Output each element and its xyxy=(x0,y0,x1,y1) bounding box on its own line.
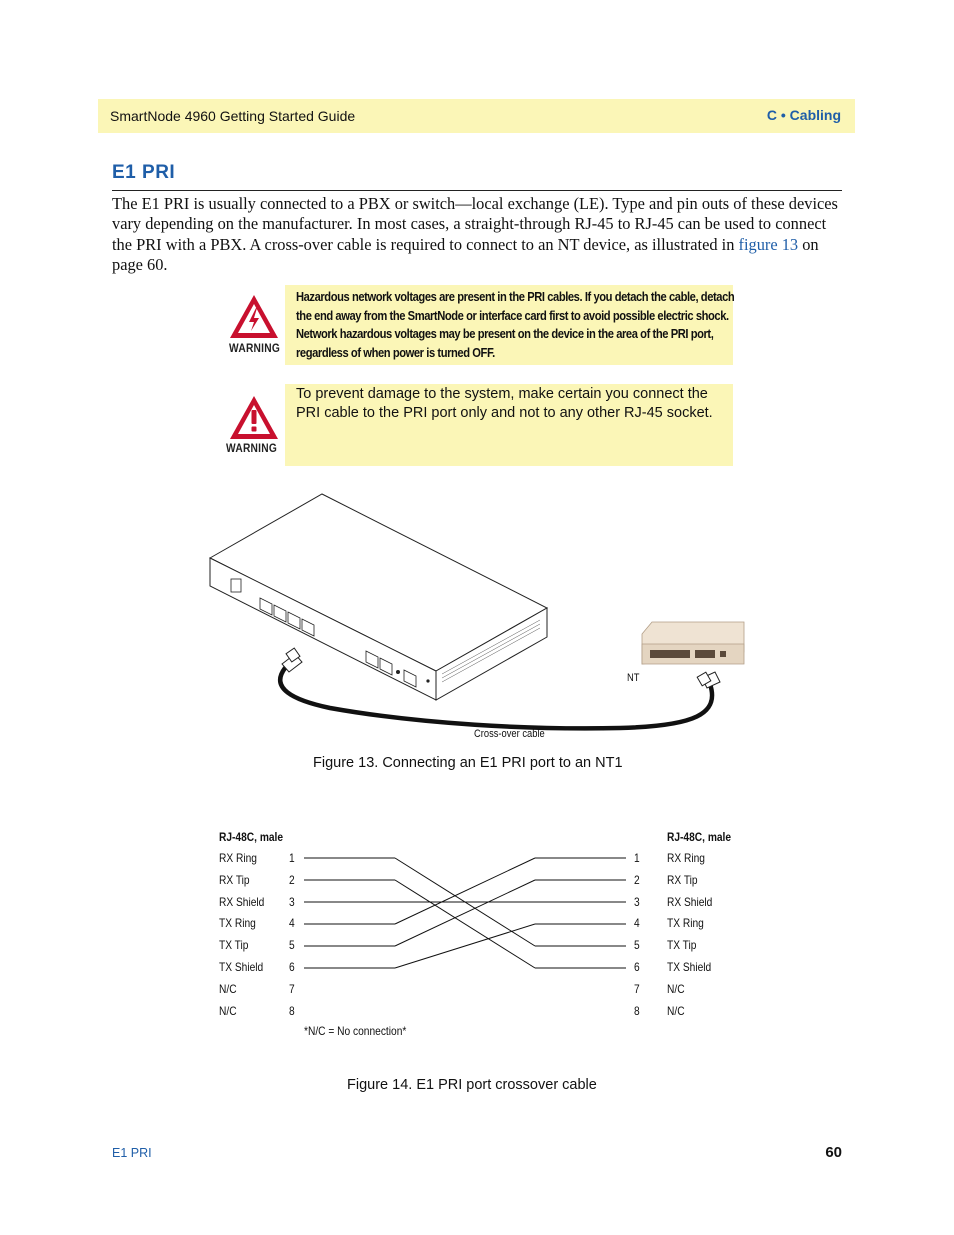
right-pin-number: 1 xyxy=(634,851,640,865)
para-text-1: The E1 PRI is usually connected to a PBX or switch—local exchange (LE). Type and pin outs of these devices vary depending on the manufacturer. In most cases, a straight-through RJ-45 to RJ-45 can be used to connect the PRI with a PBX. A cross-over cable is required to connect to an NT device, as illustrated in xyxy=(112,194,838,254)
warning-text-socket: To prevent damage to the system, make certain you connect the PRI cable to the PRI port only and not to any other RJ-45 socket. xyxy=(296,386,713,421)
right-pin-number: 7 xyxy=(634,981,640,996)
figure-14-caption: Figure 14. E1 PRI port crossover cable xyxy=(347,1077,597,1093)
nt-device xyxy=(642,622,744,664)
left-pin-name: TX Ring xyxy=(219,916,256,931)
right-pin-number: 5 xyxy=(634,938,640,953)
footer-section: E1 PRI xyxy=(112,1146,152,1160)
figure-13-caption: Figure 13. Connecting an E1 PRI port to an NT1 xyxy=(313,755,623,771)
running-header xyxy=(98,99,855,133)
left-pin-name: RX Tip xyxy=(219,872,250,887)
left-pin-name: N/C xyxy=(219,981,237,996)
page-number: 60 xyxy=(825,1144,842,1161)
right-pin-number: 4 xyxy=(634,916,640,931)
right-pin-name: N/C xyxy=(667,1003,685,1018)
right-pin-number: 2 xyxy=(634,872,640,887)
warning-label-1: WARNING xyxy=(229,341,281,355)
warning-box-voltage xyxy=(285,285,733,365)
left-pin-name: RX Ring xyxy=(219,851,257,865)
header-chapter: C • Cabling xyxy=(766,107,841,123)
title-rule xyxy=(112,190,842,191)
right-pin-name: TX Tip xyxy=(667,938,697,953)
exclamation-warning-icon xyxy=(225,393,283,443)
figure-13-illustration xyxy=(200,488,760,748)
intro-paragraph xyxy=(112,194,847,275)
left-pin-number: 8 xyxy=(289,1003,295,1018)
right-pin-number: 8 xyxy=(634,1003,640,1018)
left-pin-number: 2 xyxy=(289,872,295,887)
footnote-nc: *N/C = No connection* xyxy=(304,1024,407,1038)
left-connector-header: RJ-48C, male xyxy=(219,830,284,844)
warning-label-2: WARNING xyxy=(226,441,278,455)
right-pin-name: TX Shield xyxy=(667,960,712,974)
right-pin-name: RX Shield xyxy=(667,894,713,909)
right-connector-header: RJ-48C, male xyxy=(667,830,732,844)
header-guide-title: SmartNode 4960 Getting Started Guide xyxy=(110,108,356,124)
section-title: E1 PRI xyxy=(112,162,176,183)
left-pin-name: N/C xyxy=(219,1003,237,1018)
nt-label: NT xyxy=(627,672,640,684)
left-pin-name: TX Shield xyxy=(219,960,264,974)
crossover-cable xyxy=(280,668,712,728)
crossover-wiring-diagram xyxy=(300,850,630,980)
right-pin-number: 3 xyxy=(634,894,640,909)
figure-13-link[interactable]: figure 13 xyxy=(738,234,799,254)
warning-text-voltage: Hazardous network voltages are present in the PRI cables. If you detach the cable, detach the end away from the SmartNode or interface card first to avoid possible electric shock. Network hazardous voltages may be present on the device in the area of the PRI port, regardless of when power is turned OFF. xyxy=(296,289,735,361)
left-pin-number: 6 xyxy=(289,960,295,974)
right-pin-name: RX Tip xyxy=(667,872,698,887)
right-pin-number: 6 xyxy=(634,960,640,974)
left-pin-number: 5 xyxy=(289,938,295,953)
lightning-warning-icon xyxy=(225,292,283,342)
para-text-2: on page 60. xyxy=(112,234,819,274)
rj45-plug-right xyxy=(697,672,720,688)
left-pin-number: 7 xyxy=(289,981,295,996)
left-pin-number: 3 xyxy=(289,894,295,909)
left-pin-number: 1 xyxy=(289,851,295,865)
left-pin-name: RX Shield xyxy=(219,894,265,909)
right-pin-name: TX Ring xyxy=(667,916,704,931)
right-pin-name: N/C xyxy=(667,981,685,996)
left-pin-name: TX Tip xyxy=(219,938,249,953)
cable-label: Cross-over cable xyxy=(474,728,545,740)
smartnode-device xyxy=(210,494,547,700)
warning-box-socket xyxy=(285,384,733,466)
right-pin-name: RX Ring xyxy=(667,851,705,865)
left-pin-number: 4 xyxy=(289,916,295,931)
